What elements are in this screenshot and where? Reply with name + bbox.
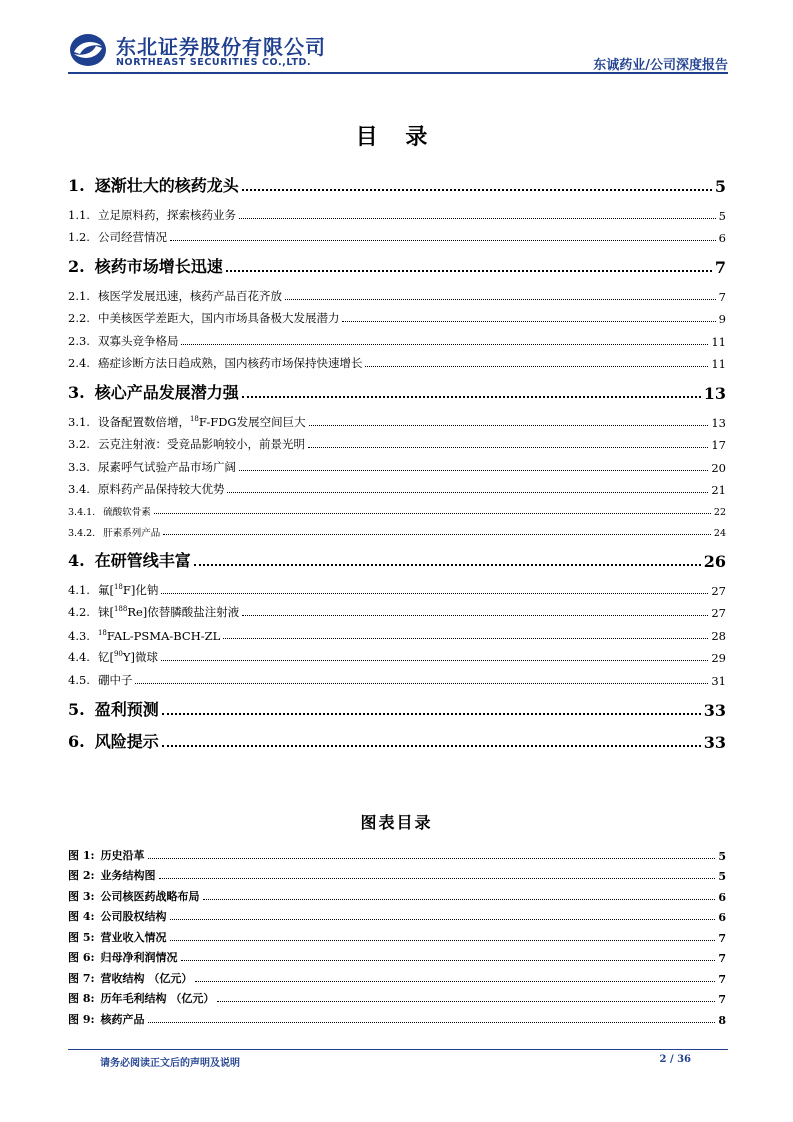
toc-entry-page: 7	[714, 258, 726, 277]
figure-entry-number: 图 9:	[68, 1012, 95, 1026]
figure-entry-label	[68, 970, 192, 986]
toc-entry-page: 7	[718, 289, 726, 304]
toc-entry[interactable]	[68, 407, 726, 430]
toc-entry[interactable]	[68, 452, 726, 475]
toc-entry-text: 硫酸软骨素	[103, 507, 151, 518]
toc-entry-page: 11	[711, 357, 726, 371]
toc-entry-label	[68, 288, 282, 304]
toc-entry-text: 在研管线丰富	[94, 551, 191, 570]
dot-leader	[161, 593, 708, 594]
toc-entry-page: 28	[711, 628, 726, 643]
figure-entry-number: 图 1:	[68, 848, 95, 862]
toc-entry-label	[68, 604, 239, 620]
toc-entry-number: 4.4.	[68, 650, 90, 664]
figure-entry-page: 7	[718, 993, 726, 1006]
dot-leader	[135, 683, 708, 684]
toc-entry-text-suffix: F]化钠	[122, 582, 159, 597]
company-logo-icon	[68, 32, 108, 68]
toc-entry-text: 公司经营情况	[97, 230, 167, 244]
figure-entry-number: 图 2:	[68, 869, 95, 882]
toc-entry[interactable]	[68, 598, 726, 621]
toc-entry-label	[68, 173, 239, 196]
toc-entry-page: 24	[713, 528, 726, 539]
dot-leader	[148, 1022, 716, 1023]
toc-entry-number: 4.	[68, 551, 85, 570]
figure-entry-text: 业务结构图	[100, 869, 156, 882]
toc-entry-number: 1.2.	[68, 230, 90, 244]
figure-entry-label	[68, 888, 200, 904]
figure-entry-page: 5	[718, 849, 726, 863]
dot-leader	[148, 858, 716, 859]
dot-leader	[239, 218, 716, 219]
toc-title: 目 录	[355, 125, 438, 150]
figure-entry-text: 归母净利润情况	[100, 951, 178, 964]
figure-entry-page: 7	[718, 952, 726, 965]
toc-entry-text: 氟[	[97, 582, 114, 597]
figure-entry-number: 图 6:	[68, 951, 95, 964]
toc-entry-number: 2.	[68, 257, 85, 276]
figure-entry-page: 6	[718, 890, 726, 904]
figure-entry-label	[68, 990, 214, 1006]
figure-entry-number: 图 4:	[68, 910, 95, 923]
toc-entry-text: 癌症诊断方法日趋成熟，国内核药市场保持快速增长	[97, 356, 363, 370]
toc-entry-number: 2.4.	[68, 356, 90, 370]
dot-leader	[162, 713, 701, 715]
toc-entry[interactable]	[68, 724, 726, 752]
figure-entry-label	[68, 949, 178, 965]
toc-entry-text: 双寡头竞争格局	[97, 333, 179, 348]
toc-entry-page: 5	[718, 208, 726, 223]
figure-entry[interactable]	[68, 883, 726, 904]
toc-entry-label	[68, 729, 159, 752]
toc-entry[interactable]	[68, 223, 726, 246]
toc-entry-text: 尿素呼气试验产品市场广阔	[97, 459, 236, 474]
dot-leader	[227, 492, 708, 493]
toc-entry-page: 5	[714, 177, 726, 196]
figure-entry[interactable]	[68, 965, 726, 986]
toc-entry[interactable]	[68, 692, 726, 720]
figure-entry-text: 营业收入情况	[100, 930, 167, 944]
header-divider	[68, 72, 728, 74]
toc-entry-page: 17	[711, 438, 726, 452]
toc-entry-number: 3.2.	[68, 437, 90, 451]
toc-entry-page: 33	[703, 700, 726, 720]
superscript: 188	[113, 605, 128, 614]
toc-entry-text: 钇[	[97, 650, 114, 664]
figure-entry[interactable]	[68, 986, 726, 1007]
toc-entry[interactable]	[68, 304, 726, 327]
toc-entry-text: 逐渐壮大的核药龙头	[94, 176, 239, 195]
figure-entry-text: 营收结构 （亿元）	[100, 971, 193, 985]
page-number: 2 / 36	[659, 1054, 691, 1065]
toc-entry-label	[68, 629, 220, 643]
figure-entry-number: 图 3:	[68, 889, 95, 903]
figure-entry-text: 公司核医药战略布局	[100, 889, 200, 903]
toc-entry-label	[68, 207, 236, 223]
figure-entry-number: 图 5:	[68, 930, 95, 944]
dot-leader	[181, 344, 708, 345]
toc-entry-text: 设备配置数倍增，	[97, 414, 190, 429]
toc-entry-page: 26	[703, 552, 726, 571]
toc-entry-text: 铼[	[97, 605, 114, 619]
toc-entry[interactable]	[68, 281, 726, 304]
figure-entry-number: 图 8:	[68, 992, 95, 1005]
toc-entry[interactable]	[68, 665, 726, 688]
toc-entry-label	[68, 697, 159, 720]
toc-entry-label	[68, 355, 362, 371]
dot-leader	[285, 299, 716, 300]
toc-entry-text: 核心产品发展潜力强	[94, 383, 239, 402]
dot-leader	[154, 513, 711, 514]
toc-entry-label	[68, 229, 167, 245]
superscript: 90	[113, 650, 123, 659]
figure-entry-label	[68, 847, 145, 863]
toc-entry[interactable]	[68, 375, 726, 403]
figure-list-title: 图表目录	[360, 813, 433, 832]
toc-entry-number: 3.4.	[68, 482, 90, 496]
toc-entry[interactable]	[68, 249, 726, 277]
dot-leader	[203, 899, 716, 900]
toc-entry-number: 1.	[68, 176, 85, 195]
dot-leader	[308, 447, 708, 448]
toc-entry-text-suffix: FAL-PSMA-BCH-ZL	[106, 628, 221, 643]
dot-leader	[239, 470, 708, 471]
toc-entry-text: 立足原料药，探索核药业务	[97, 207, 236, 222]
dot-leader	[159, 878, 716, 879]
figure-entry-label	[68, 908, 167, 924]
figure-entry-page: 5	[718, 870, 726, 883]
toc-entry[interactable]	[68, 497, 726, 518]
report-type: 东诚药业/公司深度报告	[593, 58, 728, 73]
toc-entry[interactable]	[68, 200, 726, 223]
toc-entry-label	[68, 481, 224, 497]
figure-entry-label	[68, 1011, 145, 1027]
toc-entry[interactable]	[68, 168, 726, 196]
toc-entry-page: 31	[711, 673, 726, 688]
toc-entry-number: 2.2.	[68, 311, 90, 325]
dot-leader	[242, 615, 708, 616]
toc-entry-label	[68, 649, 158, 665]
dot-leader	[242, 396, 701, 398]
toc-entry[interactable]	[68, 430, 726, 453]
dot-leader	[170, 940, 716, 941]
toc-entry-number: 3.3.	[68, 459, 90, 474]
toc-entry-text: 中美核医学差距大，国内市场具备极大发展潜力	[97, 311, 340, 325]
toc-entry-page: 22	[713, 507, 726, 518]
toc-entry-page: 20	[711, 460, 726, 475]
toc-entry[interactable]	[68, 643, 726, 666]
toc-entry-page: 13	[703, 384, 726, 403]
dot-leader	[162, 745, 701, 747]
toc-entry-text-suffix: Y]微球	[122, 650, 158, 664]
toc-entry[interactable]	[68, 543, 726, 571]
dot-leader	[170, 919, 716, 920]
toc-entry-label	[68, 436, 305, 452]
footer-disclaimer: 请务必阅读正文后的声明及说明	[100, 1058, 240, 1069]
figure-entry[interactable]	[68, 924, 726, 945]
toc-entry[interactable]	[68, 518, 726, 539]
figure-entry[interactable]	[68, 863, 726, 884]
figure-entry-page: 6	[718, 911, 726, 924]
figure-entry-page: 7	[718, 931, 726, 945]
dot-leader	[194, 564, 701, 566]
toc-entry-number: 3.	[68, 383, 85, 402]
figure-entry-text: 历史沿革	[100, 848, 145, 862]
company-name-cn: 东北证券股份有限公司	[116, 35, 326, 59]
figure-entry-label	[68, 929, 167, 945]
toc-entry[interactable]	[68, 575, 726, 598]
toc-entry-page: 11	[711, 334, 726, 349]
toc-entry-number: 4.3.	[68, 628, 90, 643]
toc-entry-label	[68, 459, 236, 475]
toc-entry-number: 4.1.	[68, 582, 90, 597]
page-header	[68, 24, 728, 72]
toc-entry-text: 肝素系列产品	[103, 528, 161, 539]
toc-entry-label	[68, 672, 132, 688]
superscript: 18	[113, 582, 123, 591]
toc-entry-page: 21	[711, 483, 726, 497]
toc-entry-label	[68, 504, 151, 518]
toc-entry-page: 9	[718, 312, 726, 326]
toc-entry-number: 3.1.	[68, 414, 90, 429]
toc-entry-text: 硼中子	[97, 672, 133, 687]
toc-entry-page: 6	[718, 231, 726, 245]
dot-leader	[223, 638, 708, 639]
toc-entry-text-suffix: F-FDG发展空间巨大	[198, 414, 306, 429]
superscript: 18	[189, 414, 199, 423]
dot-leader	[217, 1001, 715, 1002]
figure-entry-page: 8	[718, 1013, 726, 1027]
toc-entry-text: 云克注射液：受竞品影响较小，前景光明	[97, 437, 305, 451]
dot-leader	[365, 366, 708, 367]
toc-entry-page: 13	[711, 415, 726, 430]
toc-entry-label	[68, 254, 223, 277]
toc-entry-number: 2.3.	[68, 333, 90, 348]
figure-entry-text: 核药产品	[100, 1012, 145, 1026]
figure-entry-page: 7	[718, 972, 726, 986]
toc-entry-label	[68, 548, 191, 571]
toc-entry-label	[68, 333, 178, 349]
figure-entry[interactable]	[68, 945, 726, 966]
toc-entry-number: 5.	[68, 699, 85, 719]
dot-leader	[195, 981, 715, 982]
figure-entry-number: 图 7:	[68, 971, 95, 985]
figure-entry[interactable]	[68, 904, 726, 925]
toc-entry-label	[68, 414, 306, 430]
toc-entry-number: 4.5.	[68, 672, 90, 687]
toc-entry-page: 29	[711, 651, 726, 665]
company-name-en: NORTHEAST SECURITIES CO.,LTD.	[116, 57, 312, 68]
toc-entry-number: 1.1.	[68, 207, 90, 222]
toc-entry[interactable]	[68, 620, 726, 643]
dot-leader	[170, 240, 716, 241]
table-of-contents	[68, 164, 726, 756]
dot-leader	[161, 660, 708, 661]
footer-divider	[68, 1049, 728, 1050]
toc-entry[interactable]	[68, 326, 726, 349]
toc-entry-number: 3.4.1.	[68, 507, 96, 518]
toc-entry-text: 核药市场增长迅速	[94, 257, 223, 276]
figure-entry-text: 历年毛利结构 （亿元）	[100, 992, 215, 1005]
dot-leader	[181, 960, 716, 961]
figure-entry-text: 公司股权结构	[100, 910, 167, 923]
toc-entry-text: 核医学发展迅速，核药产品百花齐放	[97, 288, 282, 303]
toc-entry-label	[68, 380, 239, 403]
figure-entry[interactable]	[68, 842, 726, 863]
figure-entry-label	[68, 867, 156, 883]
dot-leader	[226, 270, 712, 272]
toc-entry-page: 33	[703, 732, 726, 752]
toc-entry-number: 6.	[68, 731, 85, 751]
toc-entry-label	[68, 310, 339, 326]
toc-entry-page: 27	[711, 583, 726, 598]
figure-entry[interactable]	[68, 1006, 726, 1027]
toc-entry-page: 27	[711, 606, 726, 620]
toc-entry-label	[68, 582, 158, 598]
dot-leader	[309, 425, 709, 426]
dot-leader	[242, 189, 712, 191]
superscript: 18	[97, 628, 107, 637]
toc-entry-number: 4.2.	[68, 605, 90, 619]
dot-leader	[163, 534, 711, 535]
toc-entry-number: 3.4.2.	[68, 528, 96, 539]
toc-entry[interactable]	[68, 349, 726, 372]
toc-entry-label	[68, 525, 160, 539]
toc-entry-number: 2.1.	[68, 288, 90, 303]
toc-entry-text: 盈利预测	[94, 699, 159, 719]
toc-entry-text: 风险提示	[94, 731, 159, 751]
toc-entry[interactable]	[68, 475, 726, 498]
dot-leader	[342, 321, 715, 322]
figure-list	[68, 842, 726, 1027]
toc-entry-text-suffix: Re]依替膦酸盐注射液	[127, 605, 240, 619]
toc-entry-text: 原料药产品保持较大优势	[97, 482, 225, 496]
